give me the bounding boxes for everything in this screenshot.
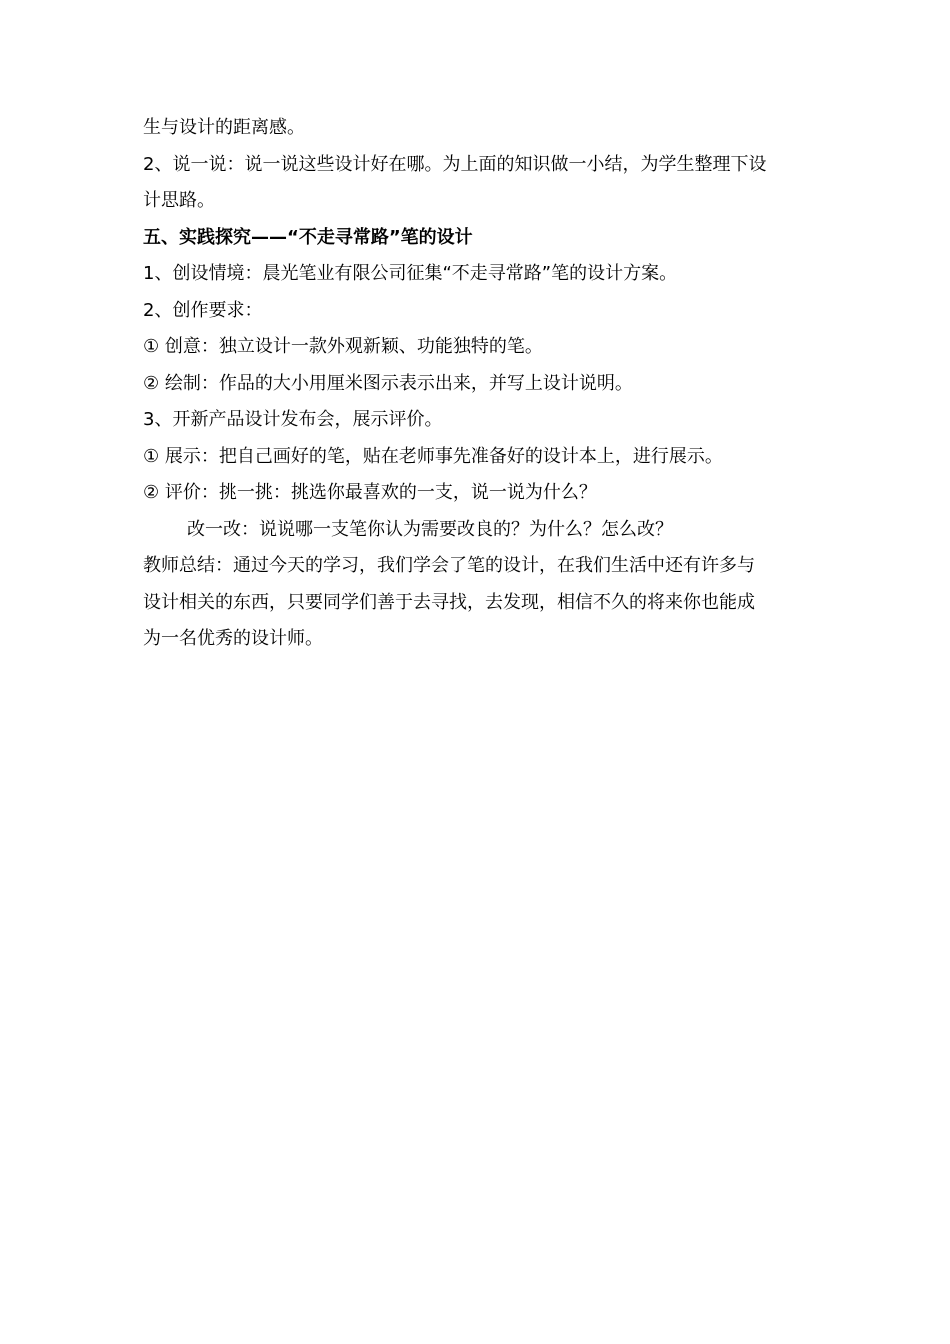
list-item-continuation: 改一改：说说哪一支笔你认为需要改良的？为什么？怎么改？ <box>187 518 673 540</box>
text-line: 2、说一说：说一说这些设计好在哪。为上面的知识做一小结，为学生整理下设 <box>143 153 767 175</box>
text-line: 教师总结：通过今天的学习，我们学会了笔的设计，在我们生活中还有许多与 <box>143 555 755 576</box>
list-item: ② 绘制：作品的大小用厘米图示表示出来，并写上设计说明。 <box>143 372 633 394</box>
text-line: 为一名优秀的设计师。 <box>143 628 323 649</box>
text-line: 1、创设情境：晨光笔业有限公司征集“不走寻常路”笔的设计方案。 <box>143 263 678 284</box>
document-body <box>143 110 811 658</box>
text-line: 3、开新产品设计发布会，展示评价。 <box>143 409 443 430</box>
text-line: 生与设计的距离感。 <box>143 117 305 138</box>
list-item: ① 展示：把自己画好的笔，贴在老师事先准备好的设计本上，进行展示。 <box>143 445 723 467</box>
list-item: ① 创意：独立设计一款外观新颖、功能独特的笔。 <box>143 336 543 357</box>
section-heading: 五、实践探究——“不走寻常路”笔的设计 <box>143 226 473 248</box>
text-line: 2、创作要求： <box>143 299 263 321</box>
list-item: ② 评价：挑一挑：挑选你最喜欢的一支，说一说为什么？ <box>143 482 597 503</box>
text-line: 计思路。 <box>143 190 215 211</box>
text-line: 设计相关的东西，只要同学们善于去寻找，去发现，相信不久的将来你也能成 <box>143 591 755 613</box>
